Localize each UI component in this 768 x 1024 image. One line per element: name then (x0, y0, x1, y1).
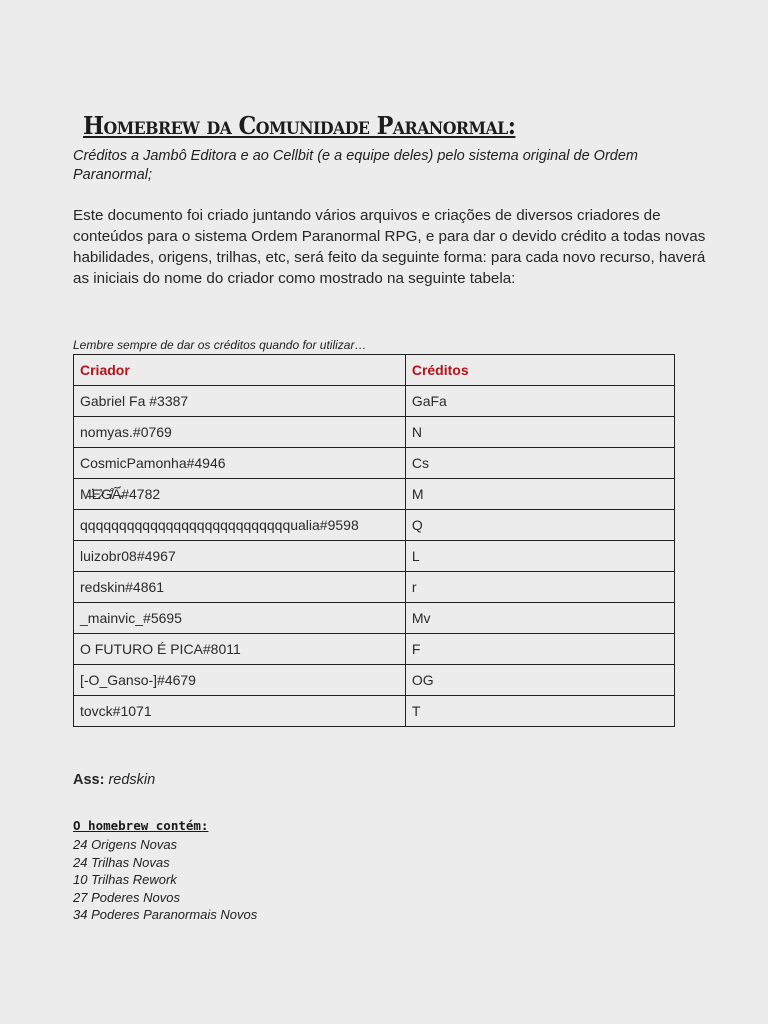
header-creator: Criador (74, 355, 406, 386)
table-row (74, 603, 675, 634)
credit-cell: Mv (405, 603, 674, 634)
table-row (74, 386, 675, 417)
credit-cell: Q (405, 510, 674, 541)
signature-line (73, 772, 155, 788)
table-row (74, 634, 675, 665)
intro-paragraph: Este documento foi criado juntando vários arquivos e criações de diversos criadores de conteúdos para o sistema Ordem Paranormal RPG, e para dar o devido crédito a todas novas habilidades, origens, trilhas, etc, será feito da seguinte forma: para cada novo recurso, haverá as iniciais do nome do criador como mostrado na seguinte tabela: (73, 207, 706, 287)
table-row (74, 448, 675, 479)
creator-cell: [-O_Ganso-]#4679 (74, 665, 406, 696)
creator-cell: _mainvic_#5695 (74, 603, 406, 634)
credits-statement: Créditos a Jambô Editora e ao Cellbit (e a equipe deles) pelo sistema original de Ordem Paranormal; (73, 148, 638, 183)
table-row (74, 479, 675, 510)
list-item: 34 Poderes Paranormais Novos (73, 907, 258, 923)
creator-cell: qqqqqqqqqqqqqqqqqqqqqqqqqqqualia#9598 (74, 510, 406, 541)
list-item: 27 Poderes Novos (73, 889, 180, 905)
table-row (74, 417, 675, 448)
creator-cell: Gabriel Fa #3387 (74, 386, 406, 417)
credit-cell: N (405, 417, 674, 448)
credit-cell: M (405, 479, 674, 510)
table-header-row (74, 355, 675, 386)
contents-list (73, 836, 257, 924)
header-credits: Créditos (405, 355, 674, 386)
creator-cell: tovck#1071 (74, 696, 406, 727)
credit-cell: r (405, 572, 674, 603)
creator-cell: redskin#4861 (74, 572, 406, 603)
creator-cell: O FUTURO É PICA#8011 (74, 634, 406, 665)
contents-heading: O homebrew contém: (73, 818, 209, 833)
creator-cell: M̶̛E̷̓G̸̐Ã̴́#4782 (74, 479, 406, 510)
table-row (74, 696, 675, 727)
table-row (74, 665, 675, 696)
credit-cell: GaFa (405, 386, 674, 417)
credit-cell: L (405, 541, 674, 572)
creator-cell: luizobr08#4967 (74, 541, 406, 572)
creator-cell: CosmicPamonha#4946 (74, 448, 406, 479)
credits-reminder: Lembre sempre de dar os créditos quando for utilizar… (73, 338, 367, 352)
signature-value: redskin (108, 772, 156, 788)
credit-cell: T (405, 696, 674, 727)
table-row (74, 572, 675, 603)
creators-table (73, 354, 675, 727)
credit-cell: F (405, 634, 674, 665)
table-row (74, 541, 675, 572)
credit-cell: OG (405, 665, 674, 696)
list-item: 10 Trilhas Rework (73, 872, 177, 888)
table-row (74, 510, 675, 541)
signature-label: Ass: (73, 772, 105, 788)
credit-cell: Cs (405, 448, 674, 479)
document-title: Homebrew da Comunidade Paranormal: (83, 111, 516, 140)
list-item: 24 Trilhas Novas (73, 854, 170, 870)
list-item: 24 Origens Novas (73, 837, 178, 852)
creator-cell: nomyas.#0769 (74, 417, 406, 448)
